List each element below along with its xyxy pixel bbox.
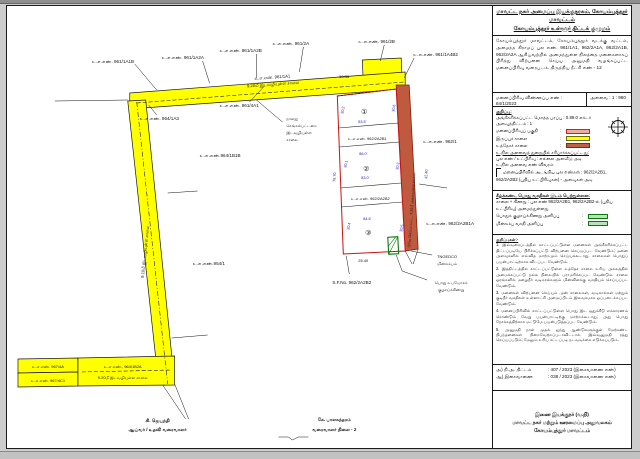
label-sno-962-2a2b1a: உ.எ.எண். 962/2A2B1A xyxy=(426,220,475,227)
authority-signature-box xyxy=(493,391,631,448)
plot-1-number: ① xyxy=(361,108,368,117)
approval-row-2: ஆ) இசைவாணை : 038 / 2023 (இசைவாணை எண்) xyxy=(496,373,616,379)
label-road-bottom-sno: உ.எ.எண்., 964/1B2A xyxy=(103,363,142,370)
label-sno-961-4a1: உ.எ.எண். 961/4A1 xyxy=(219,102,259,109)
note-4: 4. மனைப்பிரிவில் காட்டப்பட்டுள்ள பொது இட ஒதுக்கீடு எக்காரணம் கொண்டும் வேறு பயன்பாட்டிற்கு மாற்றக்கூடாது; அது பொது நோக்கத்திற்காக மட்டுமே பயன்படுத்தப்பட வேண்டும். xyxy=(496,308,628,325)
svg-text:இடவழியுள்ள: இடவழியுள்ள xyxy=(286,129,312,136)
svg-text:சாலை: சாலை xyxy=(286,136,298,143)
svg-text:84.6': 84.6' xyxy=(363,216,372,222)
legend-heading: குறிப்பு: xyxy=(496,109,512,114)
survey-check-row-2: உ.நில அளவை எண் விவரம் xyxy=(496,162,554,168)
approval-row-1: அ) நி.அ. திட்டம் : 407 / 2023 (இசைவாணை எண்) xyxy=(496,367,616,372)
label-road-top-width: 9.20மீ இடவழியுள்ள சாலை xyxy=(246,79,300,89)
svg-text:30.1: 30.1 xyxy=(343,160,349,169)
svg-text:கி. ஜெயந்தி: கி. ஜெயந்தி xyxy=(145,417,170,424)
label-road-top-sno: உ.எ.எண். 961/1A1 xyxy=(254,73,291,81)
swatch-power xyxy=(588,221,608,226)
survey-check-row-1: புல எண் / உட்பிரிவு : எல்லை அளவீடு அடி xyxy=(496,156,582,162)
label-tneb-2: மின்கம்பம் xyxy=(437,260,457,267)
label-road-bottom-width: 9.20மீ இடவழியுள்ள சாலை xyxy=(97,374,148,381)
label-road-new-vertical: பிரிவு செய்யப்பட்ட 7.20மீ அகலமுள்ள சாலை xyxy=(407,173,417,249)
north-compass-icon xyxy=(608,117,628,137)
bracket-note: மனைப்பிரிவில் அடங்கிய புல எண்கள் : 962/2A2B1, xyxy=(496,168,628,177)
svg-text:வரைவாளர் நிலை - 2: வரைவாளர் நிலை - 2 xyxy=(312,426,357,433)
legend-row-plot-area: மனைப்பிரிவுப் பகுதி : xyxy=(496,128,628,134)
notes-heading: குறிப்புகள்:- xyxy=(496,237,519,242)
application-number: மனைப்பிரிவு விண்ணப்ப எண் : 84/1/2023 xyxy=(493,93,587,106)
svg-text:76.70: 76.70 xyxy=(332,172,337,183)
label-sno-954-1: உ.எ.எண்.954/1 xyxy=(192,260,225,267)
features-heading: கீழ்க்கண்ட பொது வசதிகள் இடம் பெற்றுள்ளன: xyxy=(496,193,590,198)
svg-text:86.0': 86.0' xyxy=(359,151,368,157)
window-top-edge xyxy=(0,0,640,4)
approvals-section xyxy=(493,365,631,391)
survey-check-heading: உ.நில அளவைத் துறையில் சரிபார்க்கப்பட்டது: xyxy=(496,149,589,155)
features-row-power: மின்கம்ப வசதி அளிப்பு : xyxy=(496,221,628,227)
svg-text:30.3: 30.3 xyxy=(395,162,401,171)
svg-text:83.0': 83.0' xyxy=(361,175,370,181)
swatch-plot-area xyxy=(566,129,590,134)
header-line-2: கோயம்புத்தூர் உள்ளூர் திட்டக் குழுமம் xyxy=(513,25,611,32)
label-sno-961-1a2b: உ.எ.எண். 961/1A2B xyxy=(219,47,262,54)
features-row-1: சாலை + கிணறு : புல எண் 962/2A2B1, 962/2A2B2-ல் (புதிய உட்பிரிவு) அமைந்துள்ளது xyxy=(496,199,613,211)
label-well-1: பொது உபயோகக் xyxy=(434,279,468,286)
label-sno-967-4a: உ.எ.எண். 967/4A xyxy=(31,363,64,370)
features-row-borewell: பொதுக் குழாய்க்கிணறு அளிப்பு : xyxy=(496,213,628,219)
plan-description: கோயம்புத்தூர் மாவட்டம், கோயம்புத்தூர் வடக்கு வட்டம், அமைந்த கிராமப் புல எண். 961/1A1, 962/2A1A, 962/2A1B, 962/2A2A ஆகியவற்றில் அமைந்துள்ள நிலத்தை மனைகளாகப் பிரித்து விற்பனை செய்ய அனுமதி வழங்கப்பட்ட மனைப்பிரிவு வரைபடம். திருத்திய நீட்சி எண் - 12 xyxy=(493,36,631,93)
svg-text:30.5: 30.5 xyxy=(399,224,405,233)
dim-25-40: 25.40 xyxy=(358,257,369,264)
legend-row-proposed-road: உத்தேசச் சாலை : xyxy=(496,143,628,149)
legend-area-line: அங்கீகரிக்கப்பட்ட மொத்த பரப்பு : 0.89.0 எக்டர் xyxy=(496,115,592,121)
survey-map-svg xyxy=(7,6,492,448)
label-cart-track xyxy=(286,116,317,142)
road-left-vertical xyxy=(128,100,175,385)
label-sno-961-2b: உ.எ.எண். 961/2B xyxy=(358,38,395,45)
notes-section xyxy=(493,235,631,365)
swatch-existing-road xyxy=(566,136,590,141)
reference-row xyxy=(493,93,631,107)
svg-text:83.5': 83.5' xyxy=(358,119,367,125)
label-sno-961-1a2a: உ.எ.எண். 961/1A2A xyxy=(161,54,204,61)
signature-center xyxy=(312,417,357,433)
signature-left xyxy=(129,418,188,433)
svg-text:நாளது: நாளது xyxy=(286,115,299,122)
features-section xyxy=(493,191,631,235)
legend-scale-line: அளவுத்திட்டம் : 1 xyxy=(496,121,533,127)
plot-2-number: ② xyxy=(363,165,370,174)
survey-plan-sheet xyxy=(6,5,632,449)
plot-3-number: ③ xyxy=(365,229,372,238)
label-sfno: S.F.No. 962/2A2B2 xyxy=(332,279,372,286)
svg-text:30.2: 30.2 xyxy=(340,106,346,115)
swatch-borewell xyxy=(588,214,608,219)
label-road-left-width: 9.10மீ இடவழியுள்ள சாலை xyxy=(139,225,151,279)
label-sno-961-2a: உ.எ.எண். 961/2A xyxy=(272,40,310,47)
note-3: 3. மனைகள் விற்பனை செய்யும் முன் சாலைகள், வடிகால்கள் மற்றும் குடிநீர் வசதிகள் உள்ளாட்சி அமைப்பிடம் இலவசமாக ஒப்படைக்கப்பட வேண்டும். xyxy=(496,289,628,306)
note-2: 2. இத்திட்டத்தில் காட்டப்பட்டுள்ள உத்தேச சாலை உரிய அகலத்தில் அமைக்கப்பட்டு நல்ல நிலையில் பராமரிக்கப்பட வேண்டும். சாலை ஓரங்களில் மழைநீர் வடிகால்களும் மின்விளக்கு வசதியும் செய்யப்பட வேண்டும். xyxy=(496,266,628,288)
label-road-measure: 50/35 xyxy=(339,73,350,80)
label-sno-961-1a4b2: உ.எ.எண். 961/1A4B2 xyxy=(413,51,458,58)
legend-section xyxy=(493,107,631,191)
label-well-2: குழாய்க்கிணறு xyxy=(437,286,465,293)
note-5: 5. அனுமதி நாள் முதல் ஐந்து ஆண்டுகளுக்குள் மேற்கண்ட நிபந்தனைகள் நிறைவேற்றப்படாவிட்டால் இவ்வனுமதி ரத்து செய்யப்படும்; மேலும் உரிய சட்டப்படி நடவடிக்கை எடுக்கப்படும். xyxy=(496,326,628,343)
title-block-header xyxy=(493,6,631,36)
survey-map-area xyxy=(7,6,492,448)
svg-text:ஆய்வர் / உதவி வரைவாளர்: ஆய்வர் / உதவி வரைவாளர் xyxy=(128,426,187,433)
label-tneb-1: TNGEDCO xyxy=(437,253,458,260)
label-sno-964-1b1b: உ.எ.எண்.964/1B1B xyxy=(199,152,241,159)
note-1: 1. இவ்வரைபடத்தில் காட்டப்பட்டுள்ள மனைகள் அங்கீகரிக்கப்பட்ட திட்டப்படியே பிரிக்கப்பட்டு விற்பனை செய்யப்பட வேண்டும்; மனை அளவுகளில் எவ்வித மாற்றமும் செய்யக்கூடாது. சாலைகள் பொதுப் பயன்பாட்டிற்காக விடப்பட வேண்டும். xyxy=(496,242,628,264)
bracket-mark xyxy=(496,168,501,177)
legend-row-existing-road: இருப்புச் சாலை : xyxy=(496,136,628,142)
svg-text:30.6: 30.6 xyxy=(391,104,397,113)
bracket-note-2: 962/2A2B2 (புதிய உட்பிரிவுகள்) - அளவுகள் அடி xyxy=(496,177,593,183)
svg-text:செங்கல்பட்டறை: செங்கல்பட்டறை xyxy=(286,122,317,129)
svg-text:42.40: 42.40 xyxy=(424,169,429,180)
label-sno-967-4c1: உ.எ.எண். 967/4C1 xyxy=(30,377,66,384)
svg-text:30.4: 30.4 xyxy=(346,222,352,231)
label-plot-sno-1: உ.எ.எண். 962/2A2B1 xyxy=(347,135,387,142)
label-sno-964-1a3: உ.எ.எண். 964/1A3 xyxy=(139,115,179,122)
label-plot-sno-2: உ.எ.எண். 962/2A2B2 xyxy=(350,195,390,202)
label-sno-961-1a1b: உ.எ.எண். 961/1A1B xyxy=(91,58,135,65)
swatch-proposed-road xyxy=(566,143,590,148)
label-sno-962-1: உ.எ.எண். 962/1 xyxy=(423,138,457,145)
authority-signature: இணை இயக்குநர் (வ.நி) மாவட்ட நகர் மற்றும் ஊரமைப்பு அலுவலகம் கோயம்புத்தூர் மாவட்டம் xyxy=(512,413,612,435)
scale-value: அளவை : 1 : 960 xyxy=(590,95,626,100)
svg-text:கே. பாலசுந்தரம்: கே. பாலசுந்தரம் xyxy=(317,416,351,423)
title-block-panel xyxy=(492,6,631,448)
header-line-1: மாவட்ட நகர் அமைப்பு இயக்குநரகம், கோயம்புத்தூர் மாவட்டம் xyxy=(496,9,628,24)
